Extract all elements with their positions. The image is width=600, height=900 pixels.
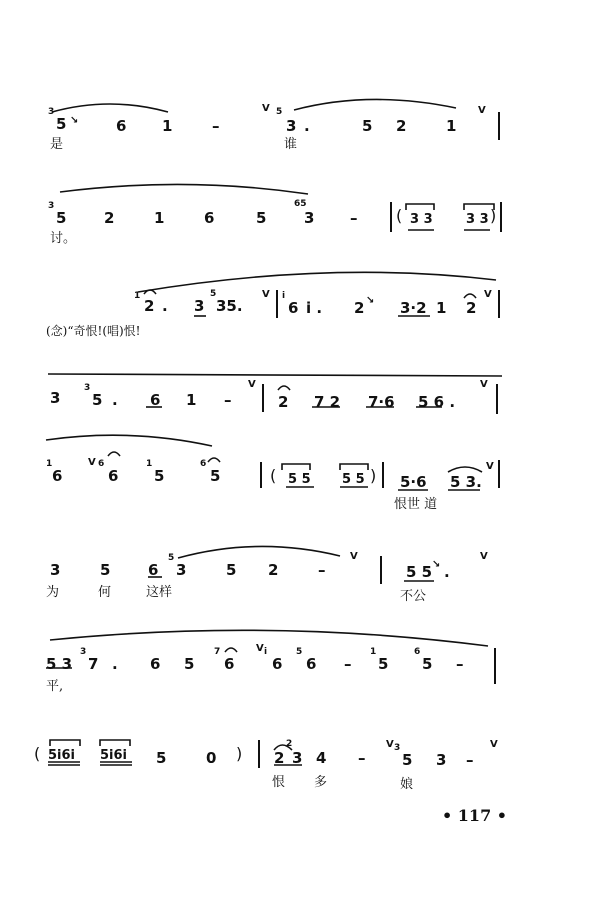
breath-mark: V [256,643,264,654]
note: 2 [104,209,115,227]
note: 3 [286,117,297,135]
bar-line [390,202,392,232]
dash: – [344,655,352,673]
dot: . [112,391,118,409]
note: 5 [184,655,195,673]
breath-mark: V [480,379,488,390]
note: 1 [186,391,197,409]
note: 5 5 [288,472,311,487]
bar-line [276,290,278,318]
breath-mark: V [88,457,96,468]
grace-note: 3 [80,647,87,657]
note: 5 [100,561,111,579]
lyric: 这样 [146,585,173,600]
note: 5 [402,751,413,769]
note: 1 [436,299,447,317]
grace-note: 1 [146,459,153,469]
note: 6 [204,209,215,227]
lyric: 何 [98,585,112,600]
note: 5 [210,467,221,485]
breath-mark: V [386,739,394,750]
note: 2 [274,749,285,767]
grace-note: 65 [294,199,307,209]
note: 5 [226,561,237,579]
note: 5 [154,467,165,485]
breath-mark: V [248,379,256,390]
note: 2 [278,393,289,411]
paren: ( [34,744,41,763]
note: 5 3. [450,473,482,491]
note: 6 [116,117,127,135]
bar-line [498,112,500,140]
breath-mark: V [484,289,492,300]
note: 5 [156,749,167,767]
grace-note: 5 [296,647,303,657]
lyric: 娘 [400,777,414,792]
note: 3 [194,297,205,315]
bar-line [496,384,498,414]
grace-note: i [282,291,286,301]
grace-note: 7 [214,647,221,657]
note: 35. [216,297,243,315]
breath-mark: V [490,739,498,750]
lyric: 恨 [272,775,286,790]
grace-note: 6 [200,459,207,469]
breath-mark: V [262,103,270,114]
note: 3 [50,389,61,407]
dash: – [456,655,464,673]
note: 5·6 [400,473,427,491]
note: 5 [92,391,103,409]
note: 2 [268,561,279,579]
dot: . [304,117,310,135]
grace-note: 3 [84,383,91,393]
grace-note: 1 [46,459,53,469]
bar-line [498,290,500,318]
note: 5 5 [342,472,365,487]
note: 3 [292,749,303,767]
note: 6 [224,655,235,673]
note: 2 [144,297,155,315]
note: 1 [154,209,165,227]
note: 6 [272,655,283,673]
note: 5 [378,655,389,673]
lyric: 多 [314,775,328,790]
note: 5 5 [406,563,433,581]
grace-note: 5 [168,553,175,563]
note: 3 [436,751,447,769]
breath-mark: V [480,551,488,562]
note: 2 [354,299,365,317]
bar-line [380,556,382,584]
note: 5 [56,209,67,227]
lyric: (念)“奇恨!(唱)恨! [46,324,141,338]
note: 6 [148,561,159,579]
grace-note: 6 [98,459,105,469]
paren: ) [236,744,243,763]
bar-line [260,462,262,488]
note: 6 [288,299,299,317]
dot: . [112,655,118,673]
note: 1 [162,117,173,135]
note: 6 [52,467,63,485]
breath-mark: V [350,551,358,562]
grace-note: 3 [48,107,55,117]
note: 5i6i [100,748,128,763]
note: 3 [304,209,315,227]
note: 6 [306,655,317,673]
dash: – [318,561,326,579]
note: i . [306,299,323,317]
note: 3 [176,561,187,579]
dash: – [212,117,220,135]
paren: ( [270,466,277,485]
note: 1 [446,117,457,135]
note: 6 [150,391,161,409]
lyric: 恨世 道 [394,497,438,512]
note: 7·6 [368,393,395,411]
dash: – [466,751,474,769]
grace-note: 1 [134,291,141,301]
page-number: • 117 • [442,806,507,825]
note: 5 [422,655,433,673]
lyric: 讨。 [50,231,77,246]
lyric: 平, [46,679,64,694]
paren: ) [370,466,377,485]
bar-line [262,384,264,412]
breath-mark: ↘ [432,559,441,570]
note: 5 3 [46,655,73,673]
note: 3 3 [410,212,433,227]
note: 0 [206,749,217,767]
grace-note: 2 [286,739,293,749]
bar-line [494,648,496,684]
grace-note: 5 [210,289,217,299]
bar-line [382,462,384,488]
paren: ) [490,206,497,225]
note: 7 [88,655,99,673]
note: 5 6 . [418,393,456,411]
dash: – [350,209,358,227]
grace-note: 1 [370,647,377,657]
note: 5 [362,117,373,135]
grace-note: 3 [394,743,401,753]
dot: . [162,297,168,315]
lyric: 为 [46,585,60,600]
breath-mark: ↘ [366,295,375,306]
note: 3 3 [466,212,489,227]
breath-mark: V [486,461,494,472]
paren: ( [396,206,403,225]
breath-mark: V [262,289,270,300]
note: 3 [50,561,61,579]
note: 4 [316,749,327,767]
note: 5 [256,209,267,227]
grace-note: i [264,647,268,657]
note: 6 [108,467,119,485]
note: 2 [396,117,407,135]
note: 6 [150,655,161,673]
note: 5i6i [48,748,76,763]
breath-mark: V [478,105,486,116]
dash: – [224,391,232,409]
lyric: 谁 [284,137,298,152]
dot: . [444,563,450,581]
lyric: 是 [50,137,64,152]
grace-note: 5 [276,107,283,117]
bar-line [500,202,502,232]
note: 5 [56,115,67,133]
dash: – [358,749,366,767]
grace-note: 3 [48,201,55,211]
grace-note: 6 [414,647,421,657]
lyric: 不公 [400,589,427,604]
bar-line [258,740,260,768]
bar-line [498,460,500,488]
breath-mark: ↘ [70,115,79,126]
note: 2 [466,299,477,317]
note: 3·2 [400,299,427,317]
note: 7 2 [314,393,341,411]
